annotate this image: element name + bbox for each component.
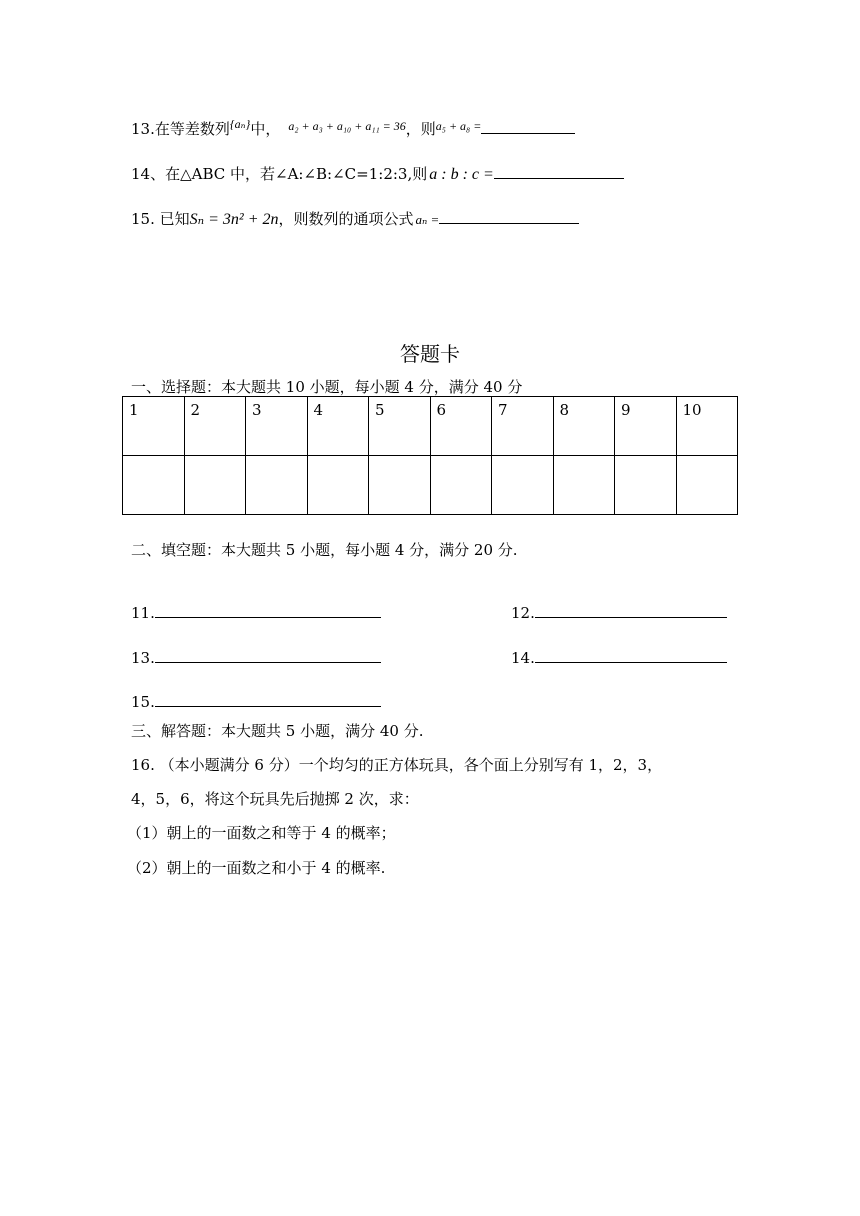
grid-answer-cell[interactable] <box>676 456 738 515</box>
grid-header-cell: 10 <box>676 397 738 456</box>
fill-blank-14[interactable] <box>535 648 727 663</box>
q13-target: a₅ + a₈ = <box>435 119 482 133</box>
fill-row-14 <box>511 648 727 667</box>
q13-then: ，则 <box>405 120 436 138</box>
q16-part2: （2）朝上的一面数之和小于 4 的概率. <box>127 859 386 877</box>
section-solution-heading: 三、解答题：本大题共 5 小题，满分 40 分. <box>131 722 424 740</box>
grid-header-cell: 4 <box>307 397 369 456</box>
fill-row-13 <box>131 648 381 667</box>
grid-header-cell: 5 <box>369 397 431 456</box>
grid-answer-cell[interactable] <box>615 456 677 515</box>
q14-prefix: 14、在△ABC 中，若∠A:∠B:∠C=1:2:3,则 <box>131 165 428 183</box>
fill-blank-13[interactable] <box>155 648 381 663</box>
fill-label: 11. <box>131 604 155 622</box>
question-13 <box>131 118 575 139</box>
grid-header-row <box>123 397 738 456</box>
question-15 <box>131 208 579 229</box>
fill-blank-12[interactable] <box>535 603 727 618</box>
q16-text-line2: 4，5，6，将这个玩具先后抛掷 2 次，求： <box>131 790 419 808</box>
q14-target: a : b : c = <box>429 166 494 183</box>
answer-sheet-title: 答题卡 <box>400 342 460 366</box>
q13-equation: a₂ + a₃ + a₁₀ + a₁₁ = 36 <box>288 119 406 133</box>
grid-answer-row <box>123 456 738 515</box>
section-choice-heading: 一、选择题：本大题共 10 小题，每小题 4 分，满分 40 分 <box>131 378 523 396</box>
grid-header-cell: 3 <box>246 397 308 456</box>
q15-target: aₙ = <box>415 212 440 227</box>
grid-answer-cell[interactable] <box>307 456 369 515</box>
fill-label: 15. <box>131 693 155 711</box>
q15-mid: ，则数列的通项公式 <box>278 210 414 228</box>
q16-part1: （1）朝上的一面数之和等于 4 的概率； <box>127 824 396 842</box>
grid-answer-cell[interactable] <box>430 456 492 515</box>
q14-answer-blank[interactable] <box>494 164 624 179</box>
fill-row-12 <box>511 603 727 622</box>
q13-prefix: 13.在等差数列 <box>131 120 230 138</box>
grid-answer-cell[interactable] <box>184 456 246 515</box>
q13-mid: 中， <box>250 120 281 138</box>
fill-row-11 <box>131 603 381 622</box>
choice-answer-grid <box>122 396 738 515</box>
fill-label: 13. <box>131 649 155 667</box>
question-14 <box>131 163 624 184</box>
q15-equation: Sₙ = 3n² + 2n <box>189 211 279 228</box>
fill-label: 12. <box>511 604 535 622</box>
q15-prefix: 15. 已知 <box>131 210 190 228</box>
grid-answer-cell[interactable] <box>369 456 431 515</box>
grid-header-cell: 1 <box>123 397 185 456</box>
fill-blank-15[interactable] <box>155 692 381 707</box>
grid-answer-cell[interactable] <box>123 456 185 515</box>
fill-label: 14. <box>511 649 535 667</box>
q13-answer-blank[interactable] <box>481 119 575 134</box>
grid-header-cell: 2 <box>184 397 246 456</box>
grid-answer-cell[interactable] <box>246 456 308 515</box>
grid-header-cell: 7 <box>492 397 554 456</box>
grid-header-cell: 6 <box>430 397 492 456</box>
section-fill-heading: 二、填空题：本大题共 5 小题，每小题 4 分，满分 20 分. <box>131 541 518 559</box>
grid-header-cell: 8 <box>553 397 615 456</box>
q16-text-line1: 16. （本小题满分 6 分）一个均匀的正方体玩具，各个面上分别写有 1，2，3， <box>131 756 663 774</box>
fill-blank-11[interactable] <box>155 603 381 618</box>
q15-answer-blank[interactable] <box>439 209 579 224</box>
q13-sequence: {aₙ} <box>229 117 251 131</box>
grid-answer-cell[interactable] <box>553 456 615 515</box>
grid-answer-cell[interactable] <box>492 456 554 515</box>
fill-row-15 <box>131 692 381 711</box>
grid-header-cell: 9 <box>615 397 677 456</box>
